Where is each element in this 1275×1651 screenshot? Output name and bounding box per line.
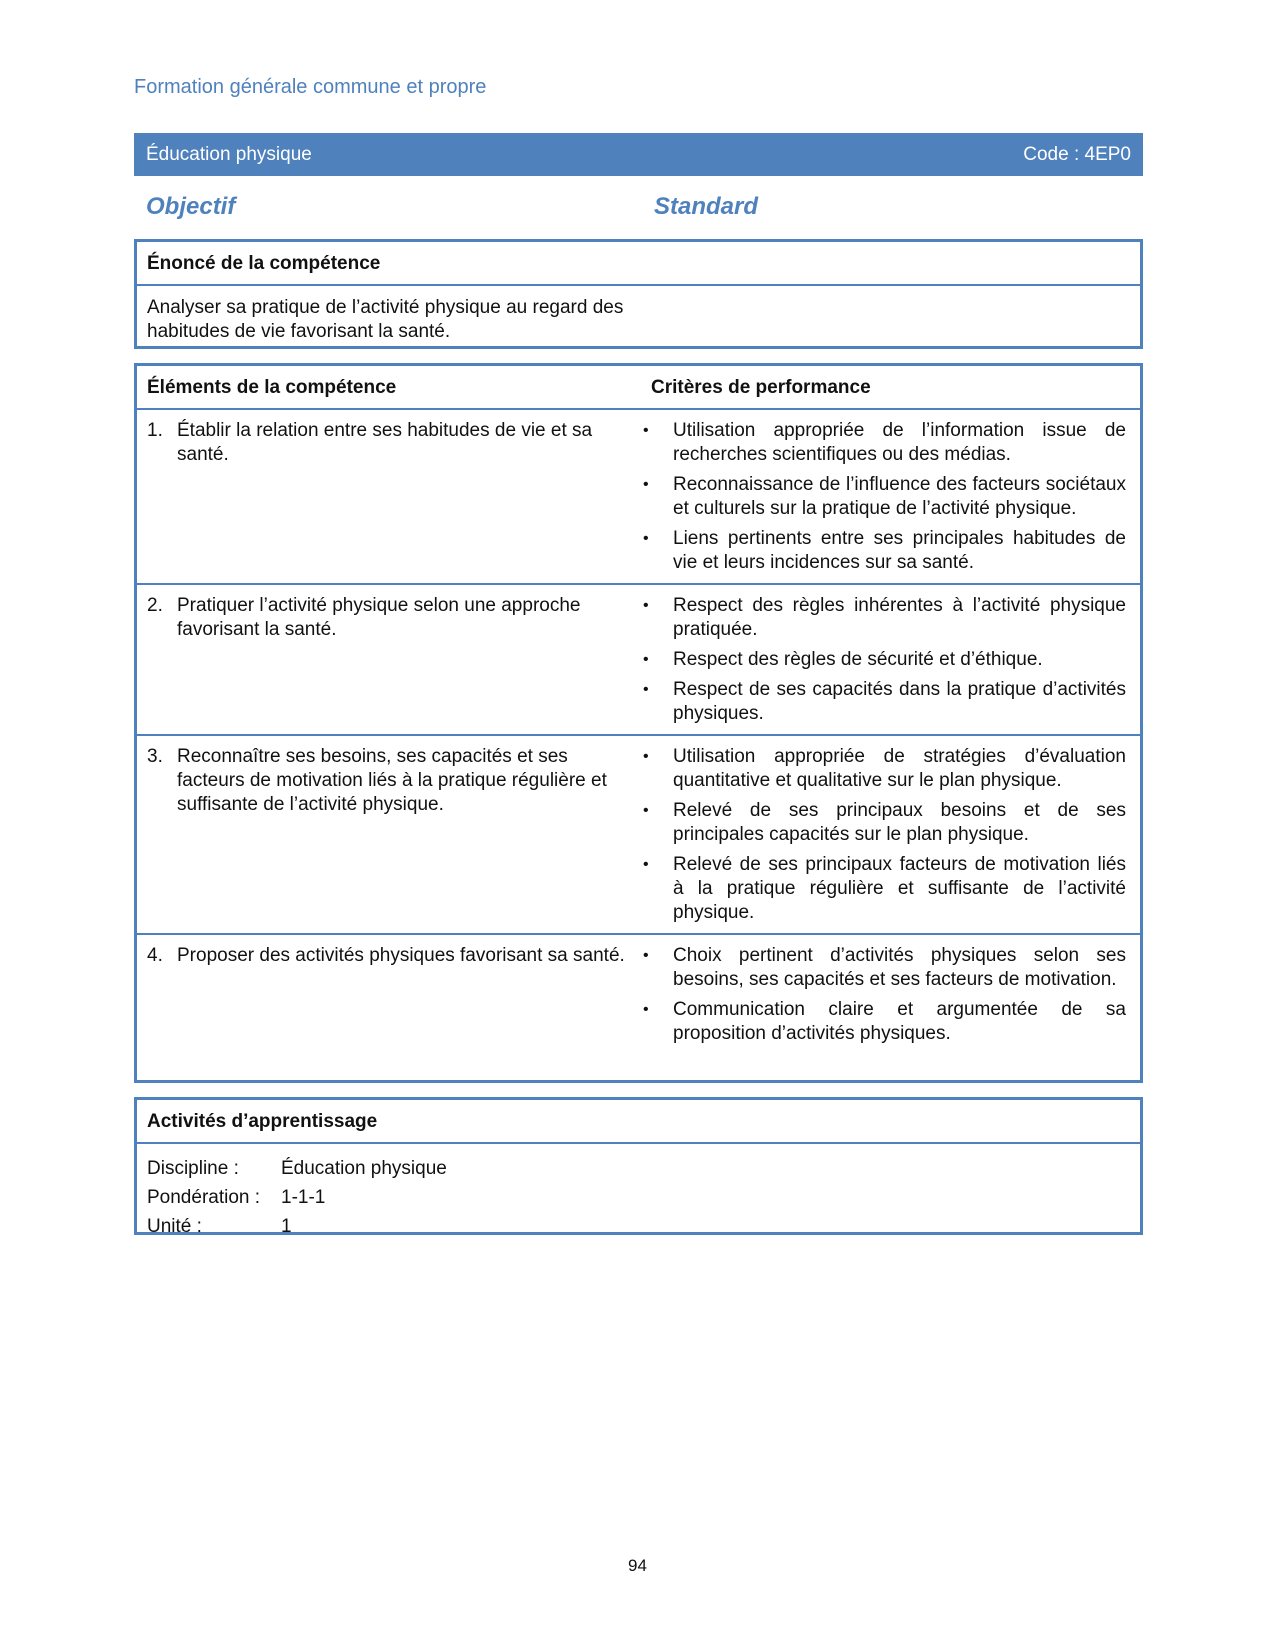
enonce-text: Analyser sa pratique de l’activité physique au regard des habitudes de vie favorisant la santé. bbox=[147, 297, 624, 342]
element-number: 4. bbox=[147, 945, 163, 966]
element-number: 1. bbox=[147, 420, 163, 441]
unite-value: 1 bbox=[281, 1216, 292, 1237]
bullet-icon: • bbox=[643, 856, 649, 873]
criterion-item bbox=[643, 745, 1126, 793]
criterion-text: Communication claire et argumentée de sa proposition d’activités physiques. bbox=[673, 999, 1126, 1044]
objectif-heading: Objectif bbox=[146, 193, 236, 220]
activites-heading: Activités d’apprentissage bbox=[137, 1100, 1140, 1144]
element-text: Reconnaître ses besoins, ses capacités et ses facteurs de motivation liés à la pratique régulière et suffisante de l’activité physique. bbox=[177, 746, 607, 815]
criterion-text: Respect des règles de sécurité et d’éthique. bbox=[673, 649, 1043, 670]
element-number: 3. bbox=[147, 746, 163, 767]
course-name: Éducation physique bbox=[146, 143, 312, 165]
elements-col-heading: Éléments de la compétence bbox=[147, 377, 397, 398]
element-row bbox=[137, 410, 1140, 585]
bullet-icon: • bbox=[643, 1001, 649, 1018]
activites-box bbox=[134, 1097, 1143, 1235]
criterion-text: Reconnaissance de l’influence des facteurs sociétaux et culturels sur la pratique de l’activité physique. bbox=[673, 474, 1126, 519]
bullet-icon: • bbox=[643, 530, 649, 547]
criterion-text: Relevé de ses principaux facteurs de motivation liés à la pratique régulière et suffisante de l’activité physique. bbox=[673, 854, 1126, 923]
discipline-label: Discipline : bbox=[147, 1158, 239, 1179]
bullet-icon: • bbox=[643, 597, 649, 614]
criterion-text: Respect de ses capacités dans la pratique d’activités physiques. bbox=[673, 679, 1126, 724]
element-cell bbox=[137, 736, 643, 933]
bullet-icon: • bbox=[643, 748, 649, 765]
elements-header bbox=[137, 366, 1140, 410]
criteria-cell bbox=[643, 410, 1140, 583]
element-text: Établir la relation entre ses habitudes de vie et sa santé. bbox=[177, 420, 593, 465]
element-row bbox=[137, 736, 1140, 935]
criterion-item bbox=[643, 473, 1126, 521]
ponderation-label: Pondération : bbox=[147, 1187, 261, 1208]
element-text: Pratiquer l’activité physique selon une approche favorisant la santé. bbox=[177, 595, 581, 640]
criterion-item bbox=[643, 799, 1126, 847]
element-text: Proposer des activités physiques favorisant sa santé. bbox=[177, 945, 625, 966]
activites-body bbox=[137, 1144, 1140, 1251]
ponderation-line bbox=[147, 1183, 1130, 1212]
enonce-heading: Énoncé de la compétence bbox=[137, 242, 1140, 286]
criterion-item bbox=[643, 853, 1126, 925]
criteria-col-heading: Critères de performance bbox=[651, 377, 871, 398]
criteria-cell bbox=[643, 736, 1140, 933]
discipline-value: Éducation physique bbox=[281, 1158, 447, 1179]
course-title-bar bbox=[134, 133, 1143, 176]
bullet-icon: • bbox=[643, 681, 649, 698]
criterion-text: Relevé de ses principaux besoins et de ses principales capacités sur le plan physique. bbox=[673, 800, 1126, 845]
page-header: Formation générale commune et propre bbox=[134, 76, 487, 98]
criterion-item bbox=[643, 944, 1126, 992]
element-number: 2. bbox=[147, 595, 163, 616]
enonce-box bbox=[134, 239, 1143, 349]
criteria-cell bbox=[643, 585, 1140, 734]
bullet-icon: • bbox=[643, 947, 649, 964]
standard-heading: Standard bbox=[654, 193, 759, 220]
course-code: Code : 4EP0 bbox=[1023, 143, 1131, 165]
element-row bbox=[137, 585, 1140, 736]
bullet-icon: • bbox=[643, 651, 649, 668]
subheads bbox=[146, 193, 766, 223]
criterion-text: Liens pertinents entre ses principales habitudes de vie et leurs incidences sur sa santé. bbox=[673, 528, 1126, 573]
element-cell bbox=[137, 935, 643, 1054]
criteria-cell bbox=[643, 935, 1140, 1054]
element-row bbox=[137, 935, 1140, 1054]
elements-rows bbox=[137, 410, 1140, 1054]
unite-line bbox=[147, 1212, 1130, 1241]
elements-table bbox=[134, 363, 1143, 1083]
page-number: 94 bbox=[628, 1556, 647, 1575]
criterion-text: Utilisation appropriée de stratégies d’évaluation quantitative et qualitative sur le plan physique. bbox=[673, 746, 1126, 791]
criterion-item bbox=[643, 648, 1126, 672]
criterion-item bbox=[643, 594, 1126, 642]
criterion-text: Utilisation appropriée de l’information issue de recherches scientifiques ou des médias. bbox=[673, 420, 1126, 465]
criterion-item bbox=[643, 998, 1126, 1046]
bullet-icon: • bbox=[643, 476, 649, 493]
discipline-line bbox=[147, 1154, 1130, 1183]
ponderation-value: 1-1-1 bbox=[281, 1187, 326, 1208]
element-cell bbox=[137, 410, 643, 583]
criterion-item bbox=[643, 678, 1126, 726]
criterion-item bbox=[643, 419, 1126, 467]
bullet-icon: • bbox=[643, 422, 649, 439]
criterion-text: Choix pertinent d’activités physiques selon ses besoins, ses capacités et ses facteurs de motivation. bbox=[673, 945, 1126, 990]
criterion-item bbox=[643, 527, 1126, 575]
unite-label: Unité : bbox=[147, 1216, 202, 1237]
bullet-icon: • bbox=[643, 802, 649, 819]
element-cell bbox=[137, 585, 643, 734]
criterion-text: Respect des règles inhérentes à l’activité physique pratiquée. bbox=[673, 595, 1126, 640]
